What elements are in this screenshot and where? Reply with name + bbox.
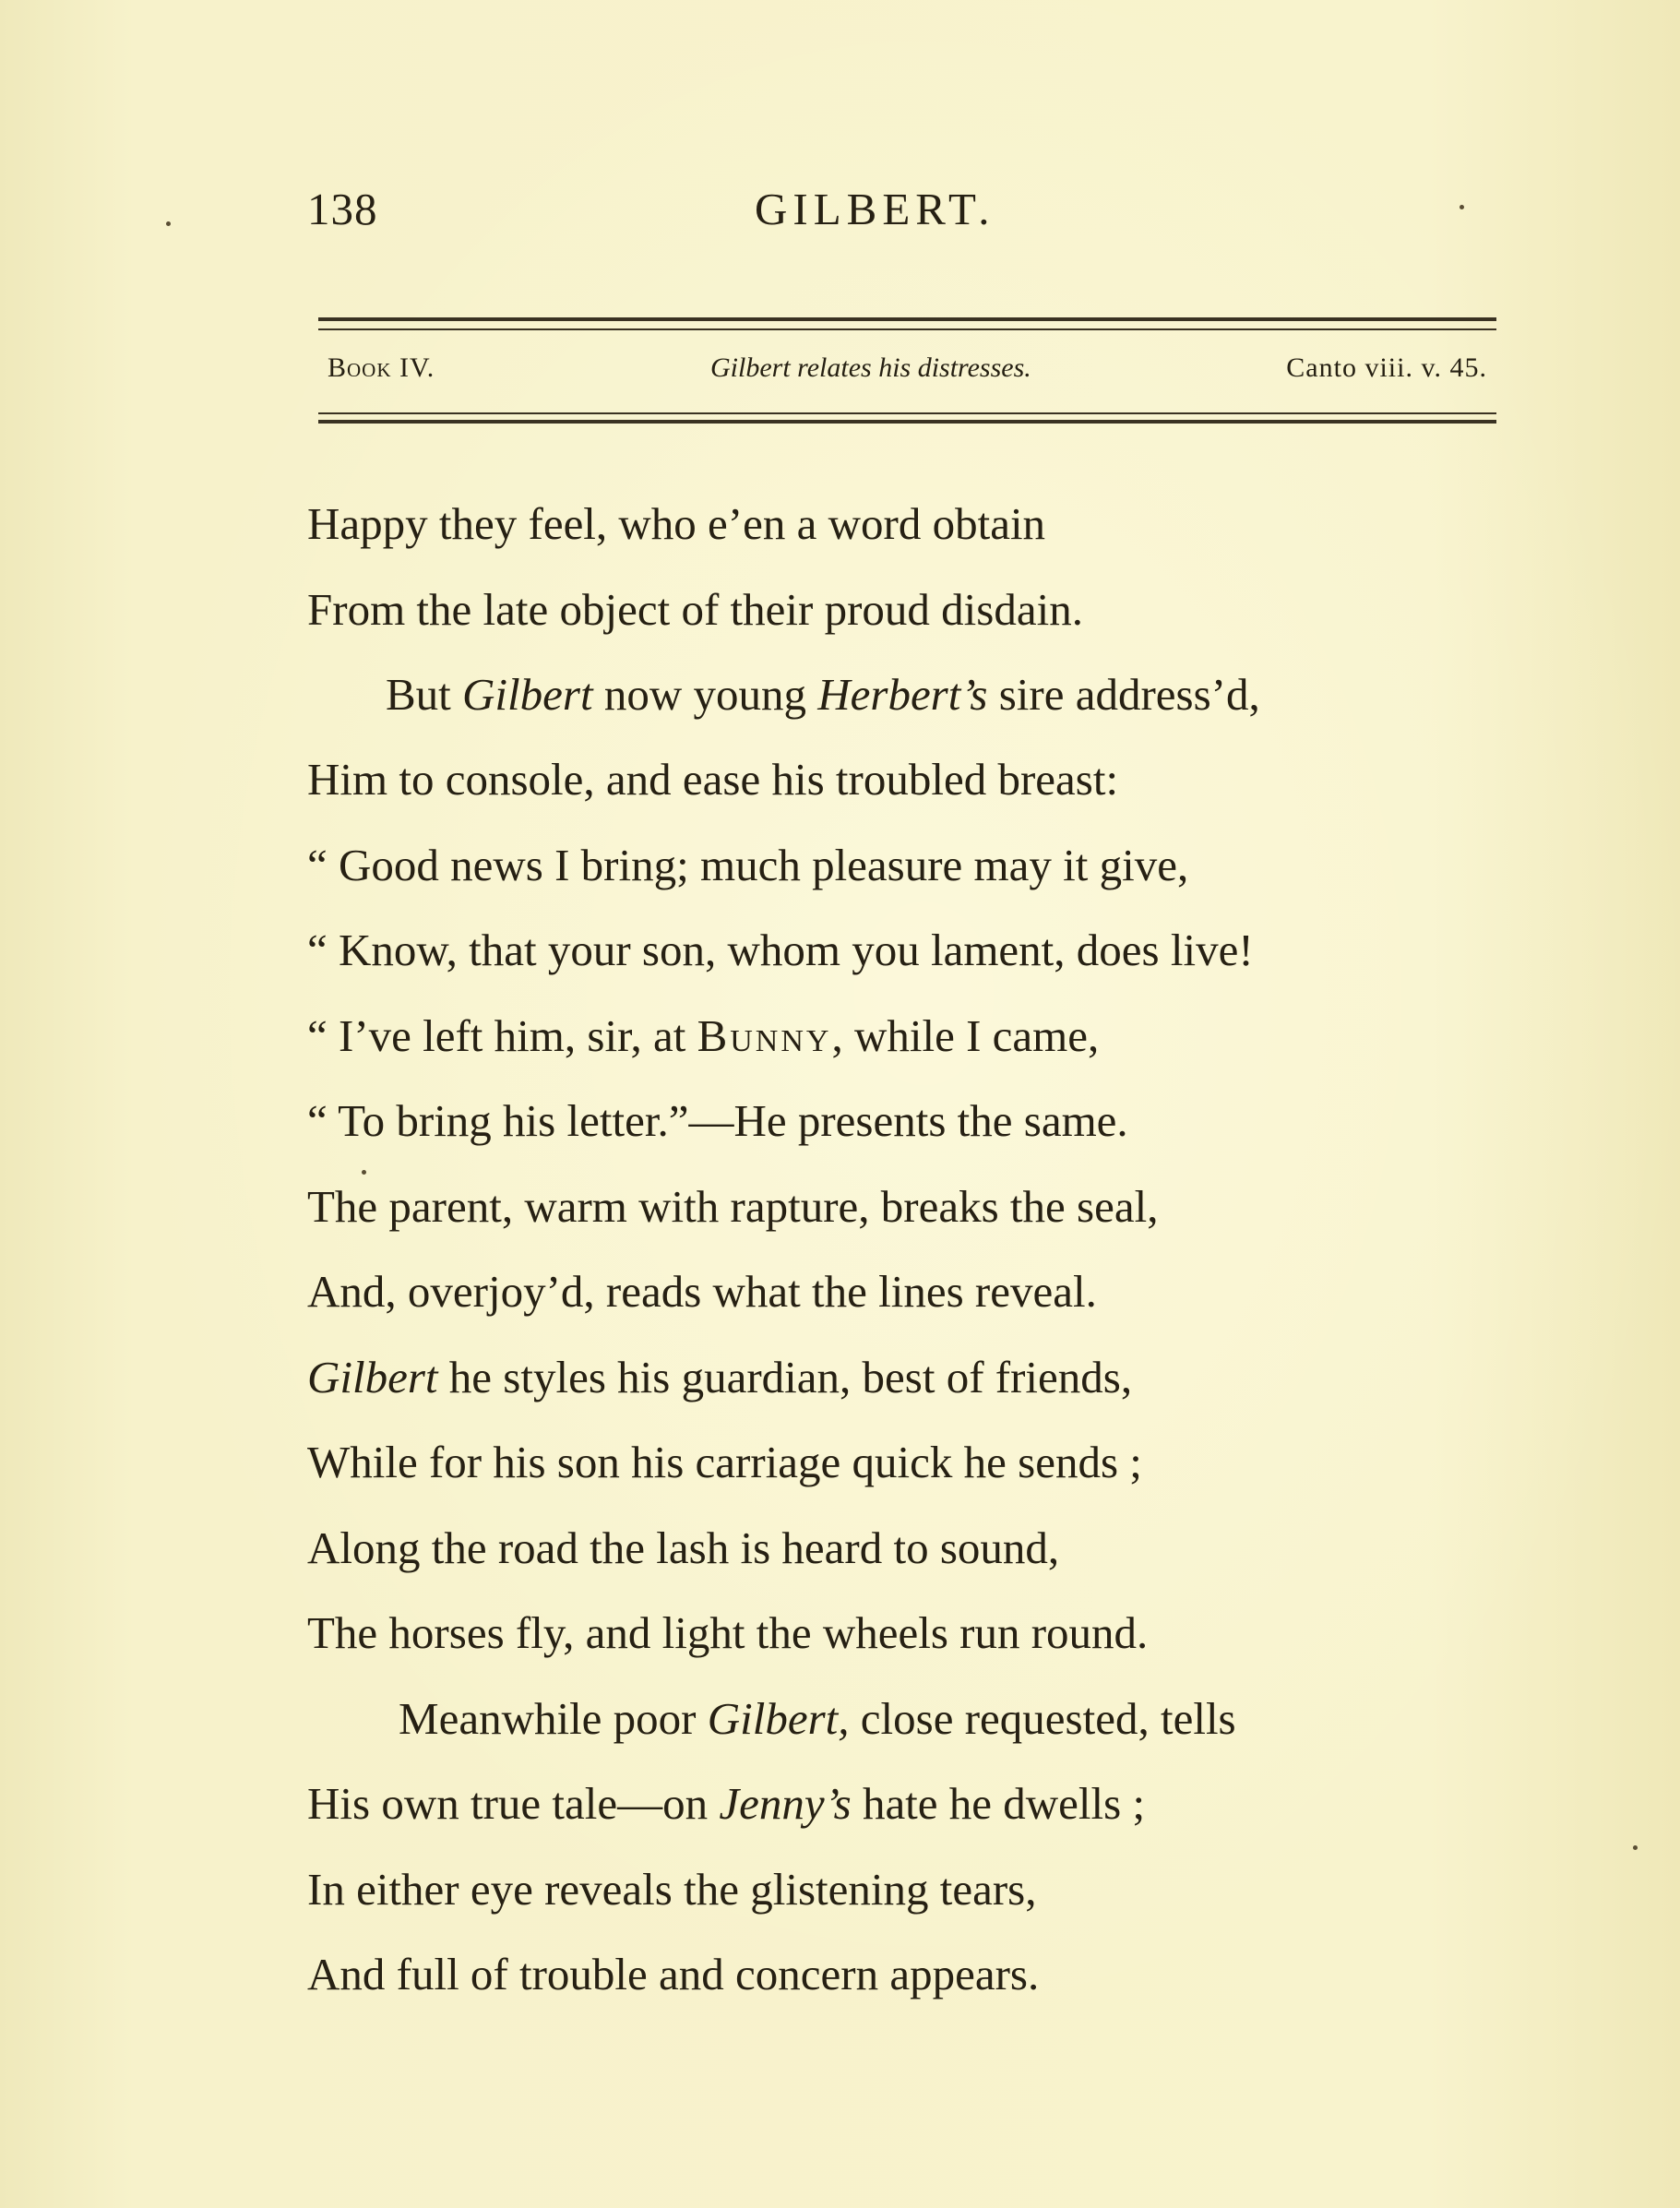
- verse-line: “ Good news I bring; much pleasure may it give,: [307, 840, 1189, 890]
- headline-rule-top: [318, 317, 1496, 321]
- verse-line: In either eye reveals the glistening tears,: [307, 1864, 1037, 1915]
- headline: [318, 352, 1496, 399]
- verse-line: [386, 669, 1260, 720]
- page-number: 138: [307, 184, 378, 234]
- verse-line: Along the road the lash is heard to sound,: [307, 1522, 1060, 1573]
- verse-name-italic: Gilbert: [462, 669, 593, 720]
- verse-text: he styles his guardian, best of friends,: [437, 1352, 1133, 1402]
- verse-line: The parent, warm with rapture, breaks the seal,: [307, 1181, 1159, 1232]
- verse-name-italic: Gilbert: [307, 1352, 438, 1402]
- verse-text: sire address’d,: [987, 669, 1260, 720]
- verse-line: [399, 1693, 1236, 1744]
- verse-line: While for his son his carriage quick he sends ;: [307, 1437, 1142, 1487]
- verse-text: hate he dwells ;: [851, 1778, 1146, 1829]
- verse-text: now young: [592, 669, 818, 720]
- verse-line: The horses fly, and light the wheels run round.: [307, 1607, 1149, 1658]
- verse-name-italic: Herbert’s: [817, 669, 988, 720]
- headline-rule-bottom-thin: [318, 412, 1496, 414]
- verse-text: , while I came,: [831, 1010, 1100, 1061]
- verse-place-smallcaps: Bunny: [697, 1010, 832, 1061]
- verse-line: Him to console, and ease his troubled breast:: [307, 754, 1119, 805]
- paper-speck: [1633, 1845, 1638, 1850]
- verse-text: Meanwhile poor: [399, 1693, 708, 1744]
- headline-topic: Gilbert relates his distresses.: [710, 352, 1031, 383]
- verse-line: From the late object of their proud disdain.: [307, 584, 1083, 635]
- page-title: GILBERT.: [755, 184, 995, 234]
- verse-name-italic: Gilbert,: [707, 1693, 850, 1744]
- verse-line: [307, 1010, 1100, 1061]
- verse-line: “ Know, that your son, whom you lament, does live!: [307, 925, 1254, 975]
- verse-line: [307, 1778, 1146, 1829]
- book-label: [328, 352, 435, 384]
- headline-rule-top-thin: [318, 328, 1496, 330]
- paper-speck: [362, 1170, 366, 1175]
- book-word: Book: [328, 352, 392, 383]
- verse-line: Happy they feel, who e’en a word obtain: [307, 498, 1046, 549]
- verse-text: close requested, tells: [849, 1693, 1236, 1744]
- paper-speck: [166, 221, 171, 226]
- verse-line: And, overjoy’d, reads what the lines reveal.: [307, 1266, 1097, 1317]
- running-head: [0, 183, 1680, 247]
- canto-reference: Canto viii. v. 45.: [1286, 352, 1487, 383]
- verse-text: His own true tale—on: [307, 1778, 720, 1829]
- paper-speck: [1460, 205, 1464, 209]
- verse-text: But: [386, 669, 463, 720]
- verse-text: “ I’ve left him, sir, at: [307, 1010, 697, 1061]
- book-number: IV.: [391, 352, 435, 383]
- headline-rule-bottom: [318, 420, 1496, 424]
- verse-name-italic: Jenny’s: [719, 1778, 852, 1829]
- verse-line: [307, 1352, 1133, 1402]
- verse-line: And full of trouble and concern appears.: [307, 1949, 1040, 1999]
- verse-line: “ To bring his letter.”—He presents the same.: [307, 1095, 1128, 1146]
